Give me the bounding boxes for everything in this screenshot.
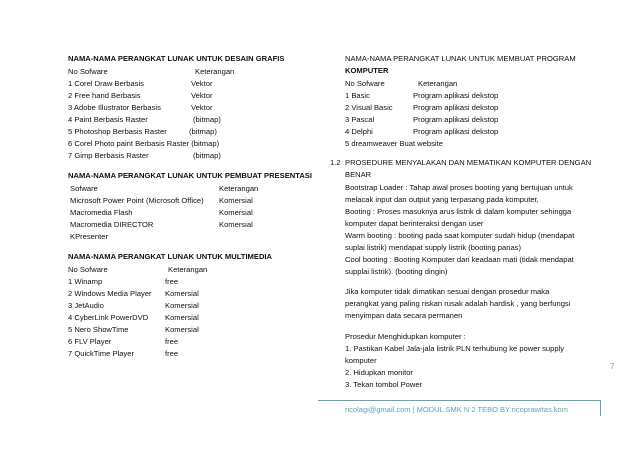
table-row: 3 JetAudio	[68, 301, 104, 310]
section-title-pemrograman-cont: KOMPUTER	[345, 66, 389, 75]
table-cell: (bitmap)	[193, 115, 221, 124]
procedure-step: 1. Pastikan Kabel Jala-jala listrik PLN terhubung ke power supply	[345, 344, 565, 353]
table-cell: Program aplikasi dekstop	[413, 103, 499, 112]
table-cell: Komersial	[219, 208, 253, 217]
table-cell: Komersial	[165, 325, 199, 334]
footer-divider	[318, 400, 600, 401]
table-header: Keterangan	[168, 265, 208, 274]
table-row: 7 Gimp Berbasis Raster	[68, 151, 149, 160]
table-cell: free	[165, 277, 179, 286]
table-cell: Komersial	[165, 313, 199, 322]
table-cell: Komersial	[219, 220, 253, 229]
table-cell: Komersial	[165, 301, 199, 310]
paragraph-line: melacak input dan output yang terpasang pada komputer,	[345, 195, 539, 204]
table-row: Macromedia Flash	[70, 208, 133, 217]
table-row: 1 Corel Draw Berbasis	[68, 79, 144, 88]
footer-vertical-divider	[600, 400, 601, 416]
table-row: 3 Adobe Illustrator Berbasis	[68, 103, 161, 112]
table-row: 1 Basic	[345, 91, 370, 100]
table-row: 4 CyberLink PowerDVD	[68, 313, 149, 322]
table-row: 4 Delphi	[345, 127, 373, 136]
paragraph-line: perangkat yang paling riskan rusak adalah hardisk , yang berfungsi	[345, 299, 571, 308]
section-title-desain-grafis: NAMA-NAMA PERANGKAT LUNAK UNTUK DESAIN GRAFIS	[68, 54, 285, 63]
paragraph-line: supplai listrik). (booting dingin)	[345, 267, 448, 276]
table-header: No Sofware	[68, 67, 108, 76]
table-header: Sofware	[70, 184, 98, 193]
paragraph-line: Warm booting : booting pada saat komputer sudah hidup (mendapat	[345, 231, 575, 240]
table-row: 3 Pascal	[345, 115, 375, 124]
paragraph-line: menyimpan data secara permanen	[345, 311, 463, 320]
table-row: 7 QuickTime Player	[68, 349, 134, 358]
table-cell: Vektor	[191, 103, 213, 112]
table-cell: Komersial	[219, 196, 253, 205]
table-cell: (bitmap)	[193, 151, 221, 160]
table-cell: free	[165, 337, 179, 346]
table-row: 4 Paint Berbasis Raster	[68, 115, 148, 124]
page-footer: ricolagi@gmail.com | MODUL SMK N 2 TEBO BY:ricoprawitas.kom	[345, 405, 568, 414]
section-title-prosedur-cont: BENAR	[345, 170, 372, 179]
table-row: 2 Windows Media Player	[68, 289, 152, 298]
table-row: Microsoft Power Point (Microsoft Office)	[70, 196, 204, 205]
table-header: Keterangan	[195, 67, 235, 76]
section-title-pemrograman: NAMA-NAMA PERANGKAT LUNAK UNTUK MEMBUAT PROGRAM	[345, 54, 576, 63]
table-cell: Program aplikasi dekstop	[413, 91, 499, 100]
paragraph-line: komputer dapat berinteraksi dengan user	[345, 219, 484, 228]
paragraph-line: Booting : Proses masuknya arus listrik di dalam komputer sehingga	[345, 207, 572, 216]
paragraph-line: suplai listrik) mendapat supply listrik (booting panas)	[345, 243, 522, 252]
section-title-prosedur: PROSEDURE MENYALAKAN DAN MEMATIKAN KOMPUTER DENGAN	[345, 158, 592, 167]
table-cell: Komersial	[165, 289, 199, 298]
table-header: No Sofware	[68, 265, 108, 274]
section-title-presentasi: NAMA-NAMA PERANGKAT LUNAK UNTUK PEMBUAT PRESENTASI	[68, 171, 312, 180]
table-row: 5 dreamweaver Buat website	[345, 139, 443, 148]
section-number: 1.2	[330, 158, 341, 167]
table-header: Keterangan	[219, 184, 259, 193]
procedure-title: Prosedur Menghidupkan komputer :	[345, 332, 466, 341]
table-row: 5 Photoshop Berbasis Raster	[68, 127, 167, 136]
procedure-step: 3. Tekan tombol Power	[345, 380, 423, 389]
procedure-step: 2. Hidupkan monitor	[345, 368, 413, 377]
table-row: 2 Visual Basic	[345, 103, 393, 112]
procedure-step: komputer	[345, 356, 377, 365]
paragraph-line: Jika komputer tidak dimatikan sesuai dengan prosedur maka	[345, 287, 550, 296]
section-title-multimedia: NAMA-NAMA PERANGKAT LUNAK UNTUK MULTIMEDIA	[68, 252, 273, 261]
paragraph-line: Cool booting : Booting Komputer dari keadaan mati (tidak mendapat	[345, 255, 574, 264]
table-cell: Program aplikasi dekstop	[413, 115, 499, 124]
table-cell: Vektor	[191, 91, 213, 100]
table-row: 1 Winamp	[68, 277, 103, 286]
table-header: No Sofware	[345, 79, 385, 88]
table-row: Macromedia DIRECTOR	[70, 220, 154, 229]
table-row: KPresenter	[70, 232, 108, 241]
table-cell: (bitmap)	[189, 127, 217, 136]
table-row: 2 Free hand Berbasis	[68, 91, 141, 100]
table-cell: Vektor	[191, 79, 213, 88]
table-cell: Program aplikasi dekstop	[413, 127, 499, 136]
page-number: 7	[610, 362, 615, 371]
paragraph-line: Bootstrap Loader : Tahap awal proses booting yang bertujuan untuk	[345, 183, 573, 192]
table-header: Keterangan	[418, 79, 458, 88]
table-cell: free	[165, 349, 179, 358]
table-row: 5 Nero ShowTime	[68, 325, 129, 334]
table-row: 6 FLV Player	[68, 337, 112, 346]
table-row: 6 Corel Photo paint Berbasis Raster (bitmap)	[68, 139, 220, 148]
